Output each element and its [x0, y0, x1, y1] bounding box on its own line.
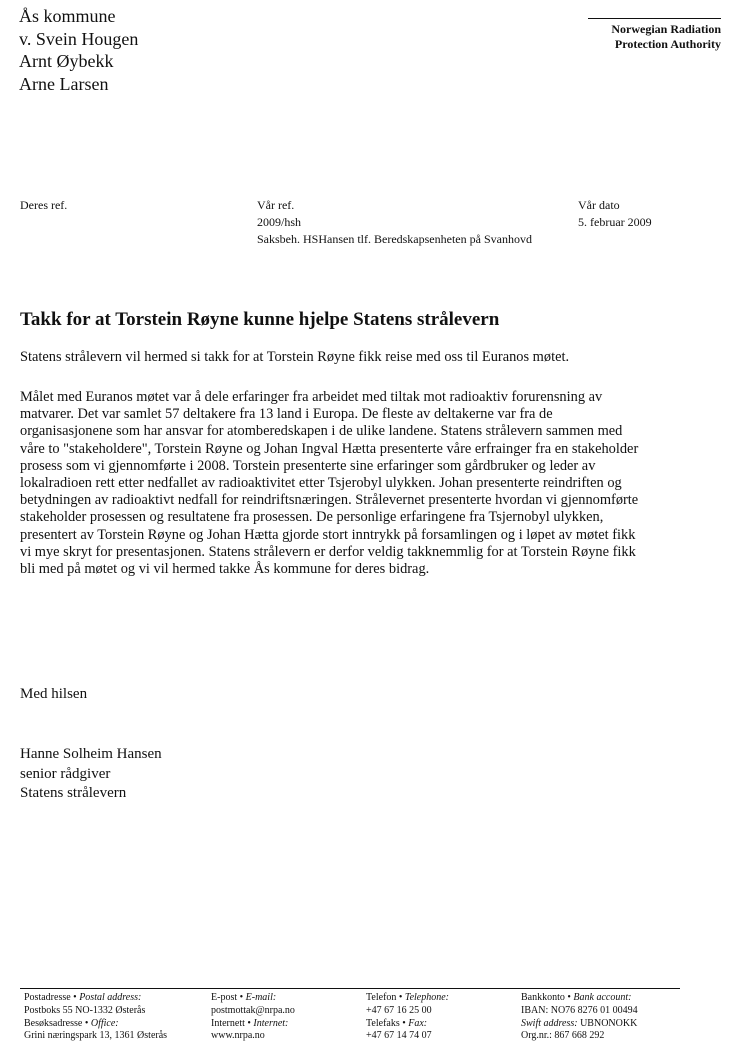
postal-address-value: Postboks 55 NO-1332 Østerås — [24, 1004, 146, 1016]
signer-title: senior rådgiver — [20, 765, 111, 782]
phone-label: Telefon • Telephone: — [366, 992, 449, 1003]
fax-value: +47 67 14 74 07 — [366, 1030, 432, 1042]
paragraph-line: organisasjonene som har ansvar for atomberedskapen i de ulike landene. Statens strålevern sammen med — [20, 423, 623, 440]
paragraph-line: presentert av Torstein Røyne og Johan Hætta gjorde stort inntrykk på forsamlingen og i løpet av møtet fikk — [20, 526, 636, 543]
paragraph-line: lokalradioen rett etter nedfallet av radioaktivitet etter Tsjerobyl ulykken. Johan presenterte reindriften og — [20, 475, 622, 492]
body-paragraph-1: Statens strålevern vil hermed si takk for at Torstein Røyne fikk reise med oss til Euranos møtet. — [20, 349, 570, 365]
letter-subject: Takk for at Torstein Røyne kunne hjelpe Statens strålevern — [20, 309, 500, 330]
paragraph-line: betydningen av radioaktivt nedfall for reindriftsnæringen. Strålevernet presenterte hvordan vi gjennomførte — [20, 492, 639, 509]
paragraph-line: prosess som vi gjennomførte i 2008. Torstein presenterte sine erfaringer som gårdbruker og leder av — [20, 457, 596, 474]
paragraph-line: vi mye skryt for presentasjonen. Statens strålevern er derfor veldig takknemmlig for at Torstein Røyne fikk — [20, 543, 636, 560]
footer-address-column — [24, 992, 167, 1043]
var-dato-value: 5. februar 2009 — [578, 215, 652, 229]
org-name-line1: Norwegian Radiation — [611, 22, 721, 36]
var-ref-value: 2009/hsh — [257, 215, 302, 229]
signer-organization: Statens strålevern — [20, 785, 127, 801]
closing-salutation: Med hilsen — [20, 686, 88, 702]
swift-address: Swift address: UBNONOKK — [521, 1017, 638, 1029]
phone-value: +47 67 16 25 00 — [366, 1004, 432, 1016]
paragraph-line: Målet med Euranos møtet var å dele erfaringer fra arbeidet med tiltak mot radioaktiv forurensning av — [20, 389, 603, 405]
fax-label: Telefaks • Fax: — [366, 1017, 428, 1029]
footer-online-column — [211, 992, 295, 1043]
footer-bank-column — [521, 992, 638, 1043]
sender-organization — [541, 22, 721, 52]
deres-ref — [20, 197, 67, 214]
recipient-line: v. Svein Hougen — [19, 28, 139, 49]
signature-block — [20, 745, 162, 804]
paragraph-line: stakeholder prosessen og resultatene fra prosessen. De personlige erfaringene fra Tsjernobyl ulykken, — [20, 509, 604, 526]
footer-divider — [20, 988, 680, 989]
var-ref — [257, 197, 532, 248]
recipient-address — [19, 5, 138, 95]
signer-name: Hanne Solheim Hansen — [20, 746, 162, 762]
postal-address-label: Postadresse • Postal address: — [24, 992, 142, 1003]
header-divider — [588, 18, 721, 19]
org-number: Org.nr.: 867 668 292 — [521, 1030, 605, 1042]
org-name-line2: Protection Authority — [614, 37, 721, 51]
iban-value: IBAN: NO76 8276 01 00494 — [521, 1004, 638, 1016]
var-dato — [578, 197, 652, 231]
deres-ref-label: Deres ref. — [20, 198, 68, 212]
body-paragraph-2 — [20, 389, 710, 578]
var-ref-label: Vår ref. — [257, 198, 295, 212]
internet-value: www.nrpa.no — [211, 1030, 265, 1042]
email-value: postmottak@nrpa.no — [211, 1004, 295, 1016]
bank-account-label: Bankkonto • Bank account: — [521, 992, 632, 1003]
office-address-value: Grini næringspark 13, 1361 Østerås — [24, 1030, 168, 1042]
paragraph-line: matvarer. Det var samlet 57 deltakere fra 13 land i Europa. De fleste av deltakerne var fra de — [20, 406, 553, 423]
internet-label: Internett • Internet: — [211, 1017, 289, 1029]
footer-phone-column — [366, 992, 449, 1043]
var-dato-label: Vår dato — [578, 198, 620, 212]
case-handler: Saksbeh. HSHansen tlf. Beredskapsenheten på Svanhovd — [257, 232, 532, 246]
recipient-line: Arne Larsen — [19, 73, 109, 94]
paragraph-line: våre to "stakeholdere", Torstein Røyne og Johan Ingval Hætta presenterte våre erfrainger fra en stakeholder — [20, 440, 639, 457]
recipient-line: Ås kommune — [19, 6, 116, 26]
paragraph-line: bli med på møtet og vi vil hermed takke Ås kommune for deres bidrag. — [20, 561, 430, 578]
office-address-label: Besøksadresse • Office: — [24, 1017, 119, 1029]
email-label: E-post • E-mail: — [211, 992, 277, 1003]
recipient-line: Arnt Øybekk — [19, 51, 114, 71]
